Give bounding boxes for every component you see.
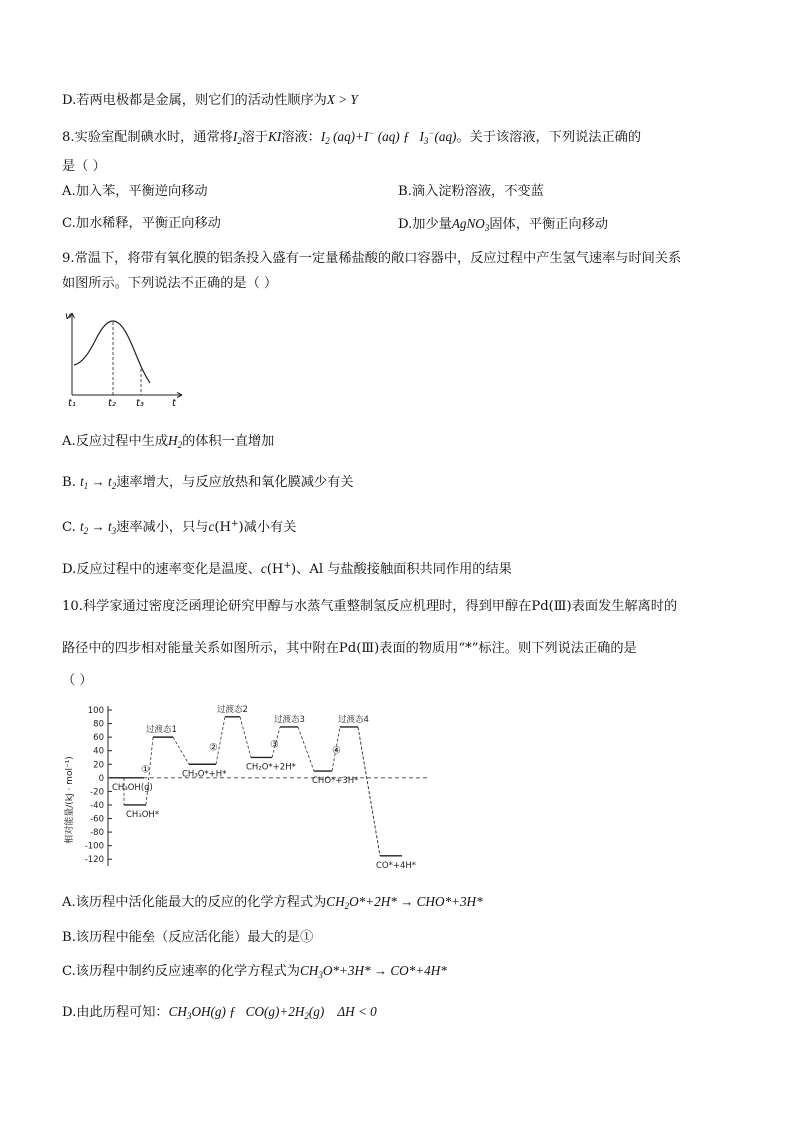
q10-stem-line3: （ ） (62, 673, 93, 688)
y-tick-label: 80 (93, 719, 104, 730)
y-tick-label: -60 (90, 814, 104, 825)
graph-t1: t₁ (68, 398, 76, 409)
y-tick-label: -100 (84, 841, 104, 852)
y-tick-label: 20 (93, 760, 104, 771)
step-marker-3: ③ (270, 739, 279, 751)
q10-option-a: A.该历程中活化能最大的反应的化学方程式为$CH_2O*+2H* \to CHO*+3H*$ (62, 894, 483, 911)
q8-stem-line2: 是（ ） (62, 159, 106, 174)
q9-option-d: D.反应过程中的速率变化是温度、c(H+)、Al 与盐酸接触面积共同作用的结果 (62, 561, 512, 577)
label-ts1: 过渡态1 (146, 725, 177, 736)
label-cho-3h: CHO*+3H* (312, 776, 359, 787)
label-ch3oh-g: CH₃OH(g) (112, 782, 153, 793)
q10-option-c: C.该历程中制约反应速率的化学方程式为$CH_3O*+3H* \to CO*+4H*$ (62, 963, 447, 980)
label-ch3oh-ads: CH₃OH* (126, 809, 160, 820)
y-tick-label: 60 (93, 733, 104, 744)
label-ts2: 过渡态2 (217, 704, 248, 715)
connector-8 (358, 727, 380, 856)
graph-t3: t₃ (136, 398, 144, 409)
label-ch2o-2h: CH₂O*+2H* (246, 762, 296, 773)
q8-option-a: A.加入苯，平衡逆向移动 (62, 184, 208, 199)
y-tick-label: 100 (87, 706, 104, 716)
q9-stem-line2: 如图所示。下列说法不正确的是（ ） (62, 276, 278, 291)
rate-time-graph (62, 305, 190, 413)
q7-option-d: D.若两电极都是金属，则它们的活动性顺序为X > Y (62, 92, 358, 108)
q8-option-d: D.加少量AgNO$_3$固体，平衡正向移动 (398, 216, 609, 233)
graph-xlabel: t (172, 398, 176, 409)
y-tick-label: -80 (90, 828, 104, 839)
step-marker-2: ② (209, 742, 218, 754)
graph-t2: t₂ (108, 398, 116, 409)
step-marker-1: ① (141, 764, 150, 776)
step-marker-4: ④ (332, 745, 341, 757)
connector-2 (173, 737, 189, 764)
y-tick-label: 40 (93, 746, 104, 757)
connector-6 (298, 727, 314, 771)
graph-ylabel: v (65, 311, 71, 322)
y-axis-label: 相对能量/(kJ · mol⁻¹) (65, 756, 75, 844)
q8-option-c: C.加水稀释，平衡正向移动 (62, 216, 221, 231)
q10-stem-line1: 10.科学家通过密度泛函理论研究甲醇与水蒸气重整制氢反应机理时，得到甲醇在Pd(Ⅲ)表面发生解离时的 (62, 599, 678, 614)
y-tick-label: -20 (90, 787, 104, 798)
q9-option-a: A.反应过程中生成$H_2$的体积一直增加 (62, 433, 275, 450)
label-ts3: 过渡态3 (274, 714, 305, 725)
q9-option-b: B. $t_1 \to t_2$速率增大，与反应放热和氧化膜减少有关 (62, 474, 354, 491)
connector-4 (240, 717, 251, 758)
q10-stem-line2: 路径中的四步相对能量关系如图所示，其中附在Pd(Ⅲ)表面的物质用“*”标注。则下列说法正确的是 (62, 641, 637, 656)
label-ts4: 过渡态4 (338, 714, 369, 725)
y-tick-label: -40 (90, 800, 104, 811)
q9-stem-line1: 9.常温下，将带有氧化膜的铝条投入盛有一定量稀盐酸的敞口容器中，反应过程中产生氢气速率与时间关系 (62, 251, 682, 266)
y-tick-label: 0 (98, 773, 104, 784)
y-tick-label: -120 (84, 855, 104, 866)
q10-option-d: D.由此历程可知：$CH_3OH(g)$ ƒ $CO(g)+2H_2(g)$ ΔH < 0 (62, 1004, 377, 1021)
q10-option-b: B.该历程中能垒（反应活化能）最大的是① (62, 930, 314, 945)
energy-profile-chart (62, 700, 432, 880)
q9-option-c: C. $t_2 \to t_3$速率减小，只与c(H+)减小有关 (62, 519, 297, 536)
connector-3 (216, 717, 225, 764)
label-co-4h: CO*+4H* (376, 860, 417, 871)
q8-stem-line1: 8.实验室配制碘水时，通常将$I_2$溶于KI溶液：$I_2$ (aq)+I− (aq) ƒ $I_3^-(aq)$。关于该溶液，下列说法正确的 (62, 128, 642, 146)
label-ch3o-h: CH₃O*+H* (182, 769, 227, 780)
q8-option-b: B.滴入淀粉溶液，不变蓝 (398, 184, 544, 199)
